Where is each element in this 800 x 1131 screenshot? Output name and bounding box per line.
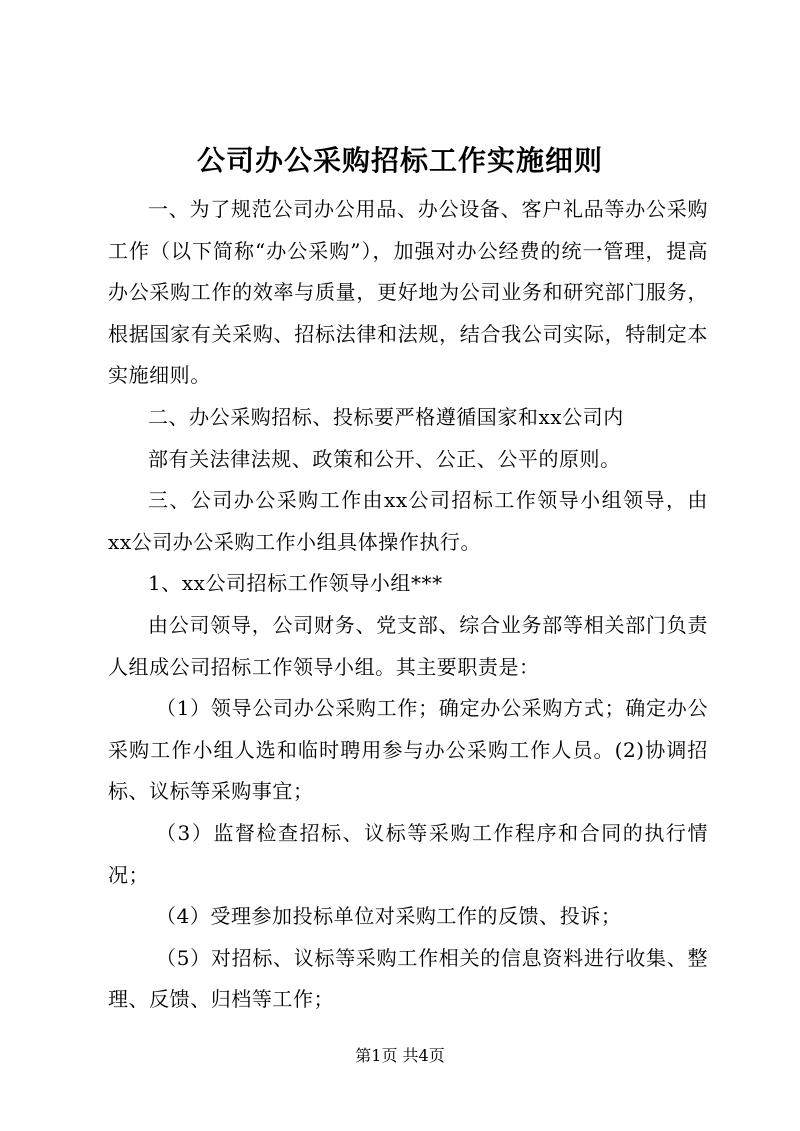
paragraph-group-composition: 由公司领导，公司财务、党支部、综合业务部等相关部门负责人组成公司招标工作领导小组。其主要职责是： — [108, 612, 708, 679]
paragraph-organization: 三、公司办公采购工作由xx公司招标工作领导小组领导，由xx公司办公采购工作小组具体操作执行。 — [108, 488, 708, 554]
section-heading-leading-group: 1、xx公司招标工作领导小组*** — [148, 571, 443, 596]
list-item-duty-5: （5）对招标、议标等采购工作相关的信息资料进行收集、整理、反馈、归档等工作； — [108, 945, 708, 1012]
paragraph-purpose: 一、为了规范公司办公用品、办公设备、客户礼品等办公采购工作（以下简称“办公采购”），加强对办公经费的统一管理，提高办公采购工作的效率与质量，更好地为公司业务和研究部门服务，根据国家有关采购、招标法律和法规，结合我公司实际，特制定本实施细则。 — [108, 197, 708, 388]
document-title: 公司办公采购招标工作实施细则 — [196, 144, 603, 177]
document-body — [108, 189, 708, 1021]
paragraph-principles-line1: 二、办公采购招标、投标要严格遵循国家和xx公司内 — [148, 404, 624, 429]
list-item-duty-3: （3）监督检查招标、议标等采购工作程序和合同的执行情况； — [108, 820, 708, 887]
page-footer: 第1页 共4页 — [355, 1046, 445, 1065]
paragraph-principles-line2: 部有关法律法规、政策和公开、公正、公平的原则。 — [148, 446, 621, 471]
list-item-duty-1: （1）领导公司办公采购工作；确定办公采购方式；确定办公采购工作小组人选和临时聘用参与办公采购工作人员。(2)协调招标、议标等采购事宜； — [108, 696, 708, 804]
list-item-duty-4: （4）受理参加投标单位对采购工作的反馈、投诉； — [156, 904, 622, 929]
